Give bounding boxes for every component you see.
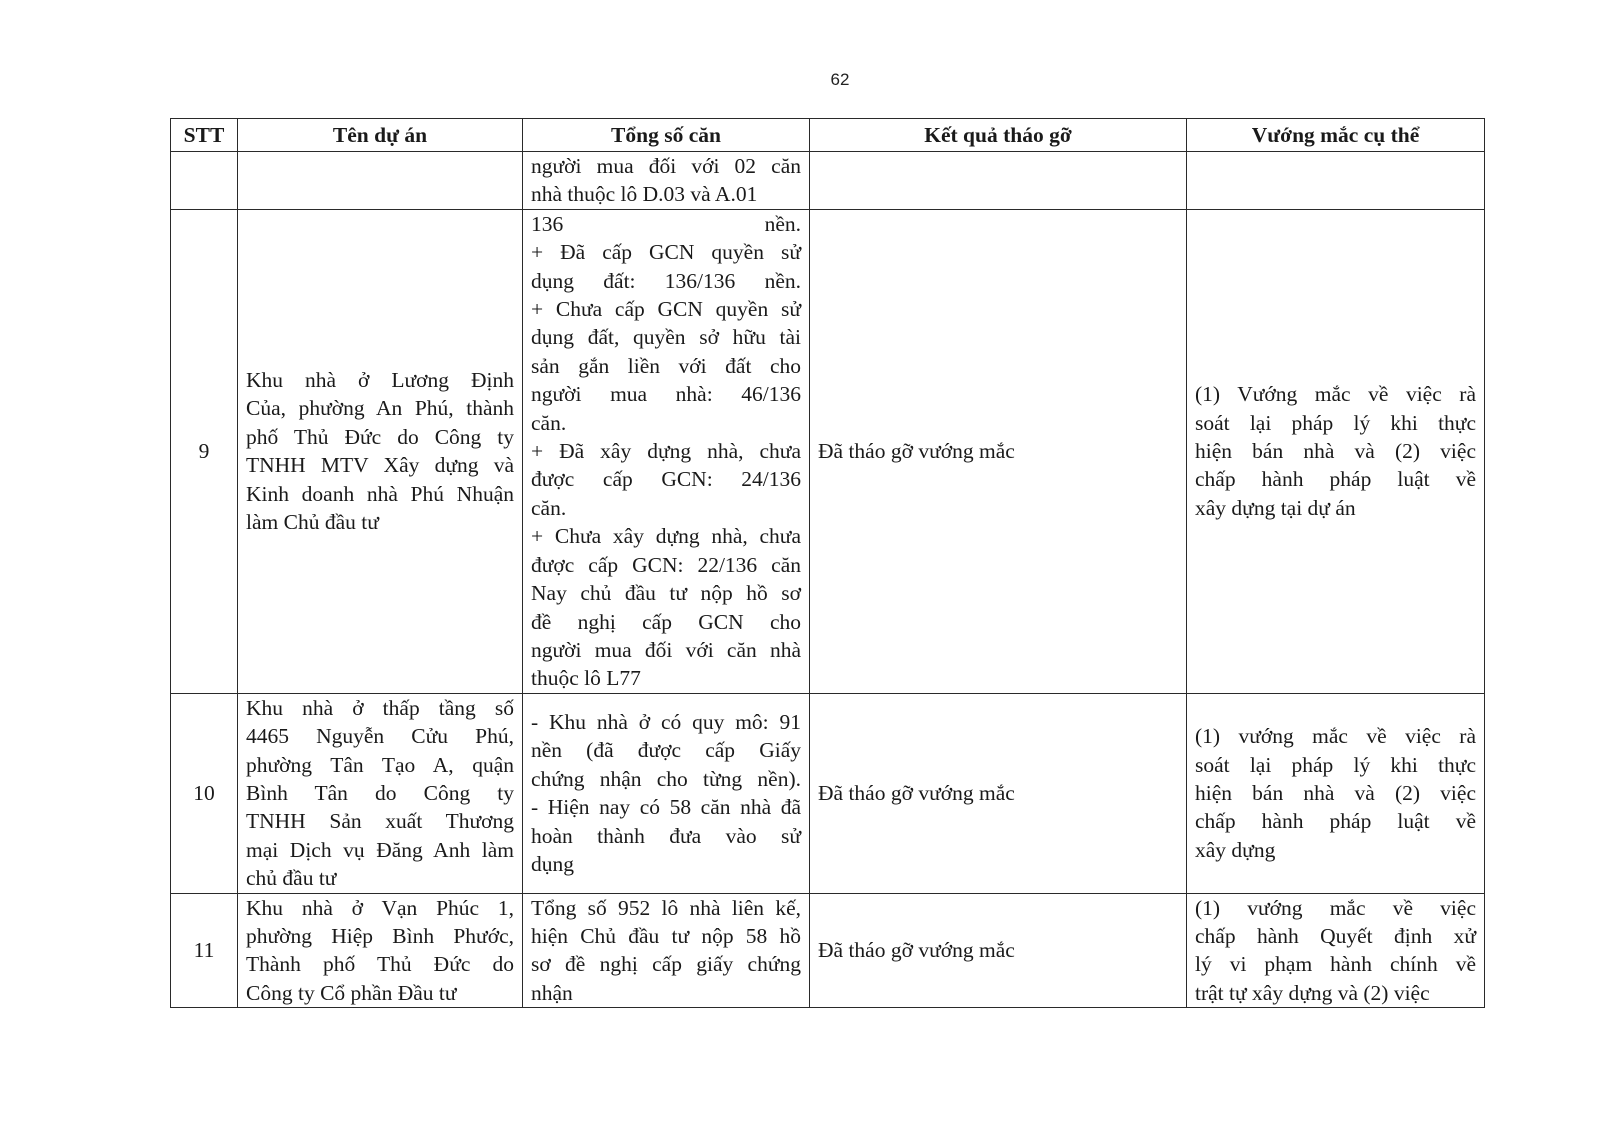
cell-text-line: căn. xyxy=(531,495,567,520)
cell-text-line: người mua nhà: 46/136 xyxy=(531,382,801,407)
cell-stt: 10 xyxy=(171,693,238,893)
cell-text-line: xây dựng tại dự án xyxy=(1195,495,1356,520)
cell-text-line: dụng xyxy=(531,851,574,876)
header-specific-issues: Vướng mắc cụ thể xyxy=(1187,119,1485,152)
cell-text-line: nền (đã được cấp Giấy xyxy=(531,738,801,763)
cell-text-line: căn. xyxy=(531,410,567,435)
cell-text-line: Tổng số 952 lô nhà liên kế, xyxy=(531,895,801,920)
cell-text-line: được cấp GCN: 22/136 căn xyxy=(531,552,801,577)
cell-text-line: hiện bán nhà và (2) việc xyxy=(1195,780,1476,805)
cell-text-line: - Khu nhà ở có quy mô: 91 xyxy=(531,709,801,734)
cell-project-name xyxy=(238,152,523,210)
cell-text-line: Bình Tân do Công ty xyxy=(246,780,514,805)
cell-stt xyxy=(171,152,238,210)
cell-text-line: Khu nhà ở thấp tầng số xyxy=(246,695,514,720)
cell-text-line: hoàn thành đưa vào sử xyxy=(531,823,801,848)
cell-text-line: Khu nhà ở Vạn Phúc 1, xyxy=(246,895,514,920)
cell-text-line: TNHH MTV Xây dựng và xyxy=(246,453,514,478)
project-table xyxy=(170,118,1485,1008)
page-number: 62 xyxy=(830,70,850,89)
cell-text-line: phường Tân Tạo A, quận xyxy=(246,752,514,777)
cell-text-line: người mua đối với 02 căn xyxy=(531,154,801,178)
header-total-units: Tổng số căn xyxy=(523,119,810,152)
cell-text-line: + Đã xây dựng nhà, chưa xyxy=(531,439,801,464)
cell-text-line: thuộc lô L77 xyxy=(531,666,641,691)
cell-text-line: dụng đất: 136/136 nền. xyxy=(531,268,801,293)
cell-stt: 9 xyxy=(171,209,238,693)
header-stt: STT xyxy=(171,119,238,152)
cell-text-line: nhà thuộc lô D.03 và A.01 xyxy=(531,182,758,207)
cell-text-line: (1) vướng mắc về việc rà xyxy=(1195,724,1476,749)
cell-text-line: được cấp GCN: 24/136 xyxy=(531,467,801,492)
cell-text-line: sản gắn liền với đất cho xyxy=(531,353,801,378)
cell-text-line: mại Dịch vụ Đăng Anh làm xyxy=(246,837,514,862)
table-body xyxy=(171,152,1485,1008)
cell-stt: 11 xyxy=(171,893,238,1008)
cell-text-line: dụng đất, quyền sở hữu tài xyxy=(531,325,801,350)
cell-text-line: làm Chủ đầu tư xyxy=(246,510,379,535)
cell-text-line: chấp hành Quyết định xử xyxy=(1195,923,1476,948)
cell-text-line: lý vi phạm hành chính về xyxy=(1195,952,1476,977)
cell-text-line: TNHH Sản xuất Thương xyxy=(246,809,514,834)
cell-text-line: phố Thủ Đức do Công ty xyxy=(246,424,514,449)
cell-text-line: soát lại pháp lý khi thực xyxy=(1195,410,1476,435)
cell-text-line: hiện Chủ đầu tư nộp 58 hồ xyxy=(531,923,801,948)
table-row xyxy=(171,152,1485,210)
cell-text-line: (1) Vướng mắc về việc rà xyxy=(1195,382,1476,407)
cell-text-line: hiện bán nhà và (2) việc xyxy=(1195,439,1476,464)
cell-text-line: Nay chủ đầu tư nộp hồ sơ xyxy=(531,581,801,606)
cell-text-line: xây dựng xyxy=(1195,837,1276,862)
cell-total-units xyxy=(523,693,810,893)
cell-text-line: đề nghị cấp GCN cho xyxy=(531,609,801,634)
cell-text-line: trật tự xây dựng và (2) việc xyxy=(1195,980,1430,1005)
cell-text-line: + Chưa xây dựng nhà, chưa xyxy=(531,524,801,549)
cell-total-units xyxy=(523,893,810,1008)
header-project-name: Tên dự án xyxy=(238,119,523,152)
table-row xyxy=(171,209,1485,693)
cell-specific-issues xyxy=(1187,152,1485,210)
cell-text-line: sơ đề nghị cấp giấy chứng xyxy=(531,952,801,977)
table-row xyxy=(171,893,1485,1008)
cell-text-line: chứng nhận cho từng nền). xyxy=(531,766,801,791)
cell-text-line: Của, phường An Phú, thành xyxy=(246,396,514,421)
table-row xyxy=(171,693,1485,893)
cell-text-line: 136 nền. xyxy=(531,211,801,236)
cell-resolution-result: Đã tháo gỡ vướng mắc xyxy=(810,693,1187,893)
cell-text-line: Thành phố Thủ Đức do xyxy=(246,952,514,977)
cell-text-line: - Hiện nay có 58 căn nhà đã xyxy=(531,795,801,820)
cell-text-line: Công ty Cổ phần Đầu tư xyxy=(246,980,457,1005)
cell-text-line: phường Hiệp Bình Phước, xyxy=(246,923,514,948)
cell-specific-issues xyxy=(1187,893,1485,1008)
table-header-row xyxy=(171,119,1485,152)
cell-text-line: (1) vướng mắc về việc xyxy=(1195,895,1476,920)
header-resolution-result: Kết quả tháo gỡ xyxy=(810,119,1187,152)
cell-resolution-result: Đã tháo gỡ vướng mắc xyxy=(810,209,1187,693)
cell-text-line: 4465 Nguyễn Cửu Phú, xyxy=(246,724,514,749)
cell-project-name xyxy=(238,693,523,893)
cell-text-line: Kinh doanh nhà Phú Nhuận xyxy=(246,481,514,506)
cell-text-line: chủ đầu tư xyxy=(246,866,337,891)
cell-text-line: nhận xyxy=(531,980,573,1005)
cell-text-line: chấp hành pháp luật về xyxy=(1195,467,1476,492)
cell-project-name xyxy=(238,209,523,693)
cell-project-name xyxy=(238,893,523,1008)
cell-specific-issues xyxy=(1187,209,1485,693)
cell-resolution-result xyxy=(810,152,1187,210)
cell-specific-issues xyxy=(1187,693,1485,893)
cell-text-line: + Chưa cấp GCN quyền sử xyxy=(531,297,801,322)
cell-total-units xyxy=(523,152,810,210)
cell-text-line: soát lại pháp lý khi thực xyxy=(1195,752,1476,777)
cell-text-line: người mua đối với căn nhà xyxy=(531,637,801,662)
cell-text-line: Khu nhà ở Lương Định xyxy=(246,368,514,393)
cell-total-units xyxy=(523,209,810,693)
cell-resolution-result: Đã tháo gỡ vướng mắc xyxy=(810,893,1187,1008)
cell-text-line: chấp hành pháp luật về xyxy=(1195,809,1476,834)
cell-text-line: + Đã cấp GCN quyền sử xyxy=(531,240,801,265)
